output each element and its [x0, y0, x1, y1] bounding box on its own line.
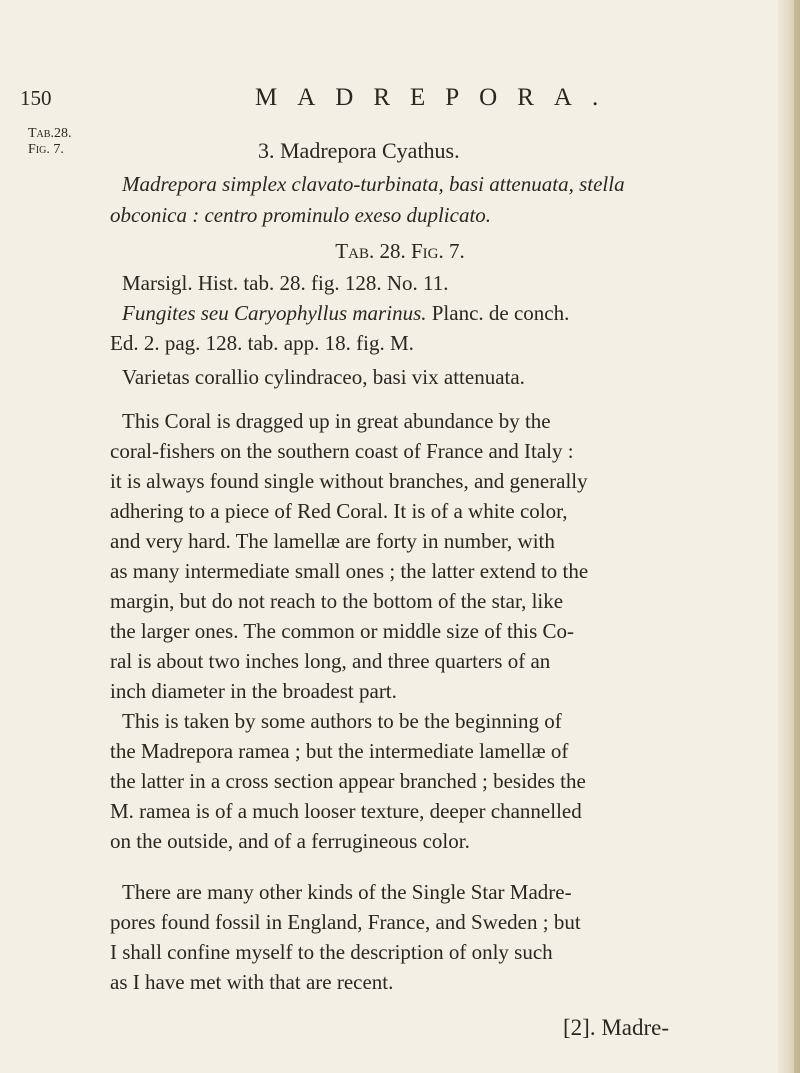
description-line: the larger ones. The common or middle size of this Co-	[110, 619, 575, 643]
closing-line: pores found fossil in England, France, and Sweden ; but	[110, 910, 581, 934]
plate-reference: Tab. 28. Fig. 7.	[335, 239, 465, 263]
latin-definition-line-1: Madrepora simplex clavato-turbinata, basi attenuata, stella	[122, 172, 625, 196]
latin-definition-line-2: obconica : centro prominulo exeso duplicato.	[110, 203, 492, 227]
synonym-italic: Fungites seu Caryophyllus marinus.	[122, 301, 427, 325]
catchword: [2]. Madre-	[563, 1015, 670, 1040]
margin-note	[28, 126, 71, 158]
description-line: M. ramea is of a much looser texture, deeper channelled	[110, 799, 582, 823]
description-line: adhering to a piece of Red Coral. It is of a white color,	[110, 499, 568, 523]
synonym-line-1: Marsigl. Hist. tab. 28. fig. 128. No. 11.	[122, 271, 449, 295]
description-line: margin, but do not reach to the bottom of the star, like	[110, 589, 564, 613]
variety-line: Varietas corallio cylindraceo, basi vix attenuata.	[122, 365, 525, 389]
running-head: MADREPORA.	[255, 84, 619, 111]
closing-line: There are many other kinds of the Single Star Madre-	[122, 880, 572, 904]
synonym-line-2	[122, 301, 569, 326]
description-line: as many intermediate small ones ; the latter extend to the	[110, 559, 589, 583]
margin-note-tab: Tab.28.	[28, 126, 72, 141]
description-line: the latter in a cross section appear branched ; besides the	[110, 769, 586, 793]
description-line: inch diameter in the broadest part.	[110, 679, 397, 703]
closing-line: as I have met with that are recent.	[110, 970, 394, 994]
description-line: This Coral is dragged up in great abundance by the	[122, 409, 551, 433]
page-edge-dark	[794, 0, 800, 1073]
description-line: This is taken by some authors to be the beginning of	[122, 709, 562, 733]
margin-note-fig: Fig. 7.	[28, 142, 64, 157]
synonym-rest: Planc. de conch.	[426, 301, 570, 325]
synonym-line-3: Ed. 2. pag. 128. tab. app. 18. fig. M.	[110, 331, 414, 355]
description-line: the Madrepora ramea ; but the intermediate lamellæ of	[110, 739, 569, 763]
description-line: ral is about two inches long, and three quarters of an	[110, 649, 551, 673]
description-line: and very hard. The lamellæ are forty in number, with	[110, 529, 555, 553]
closing-line: I shall confine myself to the description of only such	[110, 940, 553, 964]
description-line: it is always found single without branches, and generally	[110, 469, 588, 493]
description-line: coral-fishers on the southern coast of France and Italy :	[110, 439, 574, 463]
description-line: on the outside, and of a ferrugineous color.	[110, 829, 470, 853]
page-number: 150	[20, 86, 52, 110]
species-title: 3. Madrepora Cyathus.	[258, 138, 460, 163]
